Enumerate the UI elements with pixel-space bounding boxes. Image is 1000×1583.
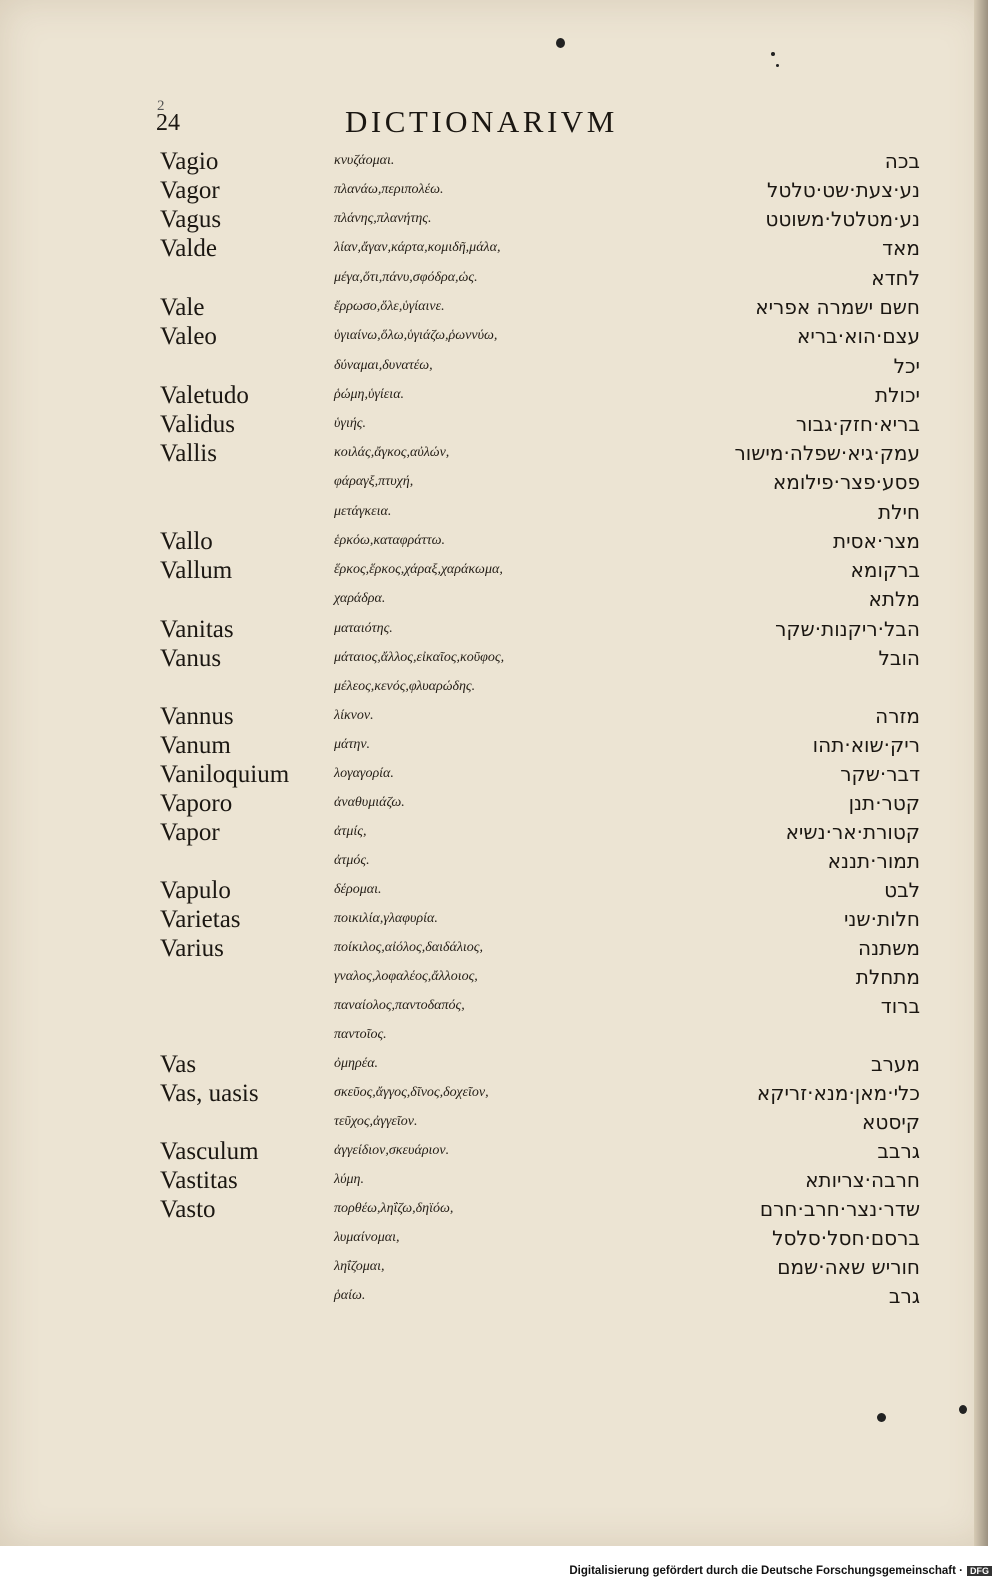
entry-row [0,1021,988,1050]
pencil-mark: 2 [157,98,165,114]
greek-equivalent: μετάγκεια. [334,504,392,519]
hebrew-equivalent: לחדא [871,266,920,290]
greek-equivalent: παντοῖος. [334,1027,387,1042]
entry-row [0,673,988,702]
latin-headword: Vannus [160,703,234,730]
entry-row [0,585,988,614]
latin-headword: Vallum [160,557,233,584]
entry-row [0,1050,988,1079]
latin-headword: Vallo [160,528,213,555]
latin-headword: Vagus [160,206,222,233]
latin-headword: Vas [160,1051,197,1078]
ink-spot [877,1413,886,1422]
latin-headword: Vaniloquium [160,761,290,788]
greek-equivalent: ὑγιής. [334,416,366,431]
entry-row [0,789,988,818]
greek-equivalent: ἀγγείδιον,σκευάριον. [334,1143,450,1158]
hebrew-equivalent: מתחלת [855,965,920,989]
latin-headword: Varius [160,935,224,962]
entry-row [0,992,988,1021]
greek-equivalent: σκεῦος,ἄγγος,δῖνος,δοχεῖον, [334,1085,489,1100]
greek-equivalent: ἀναθυμιάζω. [334,795,405,810]
ink-spot [556,38,565,48]
hebrew-equivalent: בכה [884,149,920,173]
hebrew-equivalent: חוריש שאה·שמם [777,1255,920,1279]
latin-headword: Vagor [160,177,220,204]
dfg-logo: DFG [967,1566,992,1576]
hebrew-equivalent: תמור·תננא [827,849,920,873]
ink-spot [776,64,779,67]
entry-row [0,1253,988,1282]
hebrew-equivalent: ברסם·חסל·סלסל [772,1226,920,1250]
entry-row [0,1108,988,1137]
latin-headword: Varietas [160,906,241,933]
hebrew-equivalent: קיסטא [862,1110,920,1134]
hebrew-equivalent: ברקומא [850,558,920,582]
greek-equivalent: ὑγιαίνω,ὅλω,ὑγιάζω,ῥωννύω, [334,328,498,343]
greek-equivalent: μέλεος,κενός,φλυαρώδης. [334,679,476,694]
hebrew-equivalent: נע·צעת·שט·טלטל [767,178,920,202]
greek-equivalent: λογαγορία. [334,766,394,781]
entry-row [0,439,988,468]
hebrew-equivalent: חילת [877,500,920,524]
hebrew-equivalent: חלות·שני [843,907,920,931]
hebrew-equivalent: מזרה [875,704,920,728]
latin-headword: Vas, uasis [160,1080,259,1107]
hebrew-equivalent: ריק·שוא·תהו [812,733,920,757]
latin-headword: Vanus [160,645,222,672]
latin-headword: Vallis [160,440,217,467]
hebrew-equivalent: עצם·הוא·בריא [797,324,920,348]
entry-row [0,176,988,205]
hebrew-equivalent: נע·מטלטל·משוטט [765,207,920,231]
greek-equivalent: ποικιλία,γλαφυρία. [334,911,438,926]
greek-equivalent: ὀμηρέα. [334,1056,379,1071]
entry-row [0,322,988,351]
greek-equivalent: κνυζάομαι. [334,153,395,168]
entry-row [0,147,988,176]
hebrew-equivalent: מערב [871,1052,920,1076]
greek-equivalent: δύναμαι,δυνατέω, [334,358,433,373]
hebrew-equivalent: קטורת·אר·נשיא [785,820,920,844]
entry-row [0,702,988,731]
entry-row [0,1079,988,1108]
greek-equivalent: χαράδρα. [334,591,386,606]
ink-spot [959,1405,967,1414]
running-title: DICTIONARIVM [345,104,618,139]
greek-equivalent: ῥαίω. [334,1288,366,1303]
greek-equivalent: λύμη. [334,1172,364,1187]
hebrew-equivalent: חשם ישמרה אפריא [755,295,920,319]
entry-row [0,934,988,963]
greek-equivalent: ἀτμίς, [334,824,367,839]
entry-row [0,205,988,234]
hebrew-equivalent: יכל [893,354,920,378]
latin-headword: Vanitas [160,616,234,643]
hebrew-equivalent: שדר·נצר·חרב·חרם [759,1197,920,1221]
entry-row [0,264,988,293]
latin-headword: Vapulo [160,877,231,904]
hebrew-equivalent: מלתא [868,587,920,611]
latin-headword: Vale [160,294,205,321]
entry-row [0,760,988,789]
hebrew-equivalent: משתנה [858,936,920,960]
greek-equivalent: ἑρκόω,καταφράττω. [334,533,445,548]
latin-headword: Vagio [160,148,219,175]
hebrew-equivalent: דבר·שקר [840,762,920,786]
hebrew-equivalent: עמק·גיא·שפלה·מישור [734,441,920,465]
hebrew-equivalent: גרבב [877,1139,920,1163]
latin-headword: Valeo [160,323,217,350]
greek-equivalent: γναλος,λοφαλέος,ἄλλοιος, [334,969,478,984]
hebrew-equivalent: בריא·חזק·גבור [795,412,920,436]
hebrew-equivalent: פסע·פצר·פילומא [772,470,920,494]
entry-row [0,1195,988,1224]
entry-row [0,847,988,876]
entry-row [0,1166,988,1195]
latin-headword: Vaporo [160,790,233,817]
greek-equivalent: λίκνον. [334,708,374,723]
entry-row [0,410,988,439]
latin-headword: Valetudo [160,382,249,409]
greek-equivalent: πλάνης,πλανήτης. [334,211,432,226]
entry-row [0,731,988,760]
latin-headword: Vastitas [160,1167,238,1194]
latin-headword: Vasculum [160,1138,259,1165]
hebrew-equivalent: יכולת [874,383,920,407]
hebrew-equivalent: הובל [878,646,920,670]
hebrew-equivalent: כלי·מאן·מנא·זריקא [756,1081,920,1105]
greek-equivalent: ῥώμη,ὑγίεια. [334,387,405,402]
latin-headword: Valde [160,235,217,262]
greek-equivalent: πορθέω,ληΐζω,δηϊόω, [334,1201,454,1216]
hebrew-equivalent: מאד [882,236,920,260]
footer-credit: Digitalisierung gefördert durch die Deutsche Forschungsgemeinschaft · DFG [569,1565,992,1577]
entry-row [0,963,988,992]
greek-equivalent: δέρομαι. [334,882,382,897]
hebrew-equivalent: גרב [888,1284,920,1308]
entry-row [0,876,988,905]
entry-row [0,468,988,497]
hebrew-equivalent: לבט [884,878,920,902]
entry-row [0,498,988,527]
entry-row [0,234,988,263]
entry-row [0,381,988,410]
greek-equivalent: ληΐζομαι, [334,1259,385,1274]
greek-equivalent: ἕρκος,ἕρκος,χάραξ,χαράκωμα, [334,562,503,577]
page-number: 2 24 [156,98,180,136]
entry-row [0,1137,988,1166]
greek-equivalent: μάτην. [334,737,371,752]
greek-equivalent: τεῦχος,ἀγγεῖον. [334,1114,418,1129]
hebrew-equivalent: חרבה·צריותא [805,1168,920,1192]
greek-equivalent: παναίολος,παντοδαπός, [334,998,465,1013]
latin-headword: Vanum [160,732,231,759]
hebrew-equivalent: ברוד [880,994,920,1018]
greek-equivalent: ἔρρωσο,ὅλε,ὑγίαινε. [334,299,445,314]
entry-row [0,818,988,847]
hebrew-equivalent: קטר·תנן [848,791,920,815]
greek-equivalent: πλανάω,περιπολέω. [334,182,444,197]
greek-equivalent: ποίκιλος,αἰόλος,δαιδάλιος, [334,940,483,955]
greek-equivalent: λίαν,ἄγαν,κάρτα,κομιδῆ,μάλα, [334,240,501,255]
entry-row [0,556,988,585]
greek-equivalent: μάταιος,ἄλλος,εἰκαῖος,κοῦφος, [334,650,505,665]
greek-equivalent: κοιλάς,ἄγκος,αὐλών, [334,445,450,460]
greek-equivalent: φάραγξ,πτυχή, [334,474,414,489]
entry-row [0,352,988,381]
latin-headword: Vapor [160,819,220,846]
greek-equivalent: ματαιότης. [334,621,393,636]
entry-row [0,644,988,673]
entry-row [0,615,988,644]
ink-spot [771,52,775,56]
entry-row [0,1224,988,1253]
latin-headword: Vasto [160,1196,216,1223]
greek-equivalent: ἀτμός. [334,853,370,868]
greek-equivalent: μέγα,ὅτι,πάνυ,σφόδρα,ὡς. [334,270,478,285]
entry-row [0,293,988,322]
latin-headword: Validus [160,411,235,438]
entry-row [0,1282,988,1311]
entry-row [0,905,988,934]
hebrew-equivalent: הבל·ריקנות·שקר [775,617,920,641]
greek-equivalent: λυμαίνομαι, [334,1230,400,1245]
hebrew-equivalent: מצר·אסית [832,529,920,553]
entry-row [0,527,988,556]
